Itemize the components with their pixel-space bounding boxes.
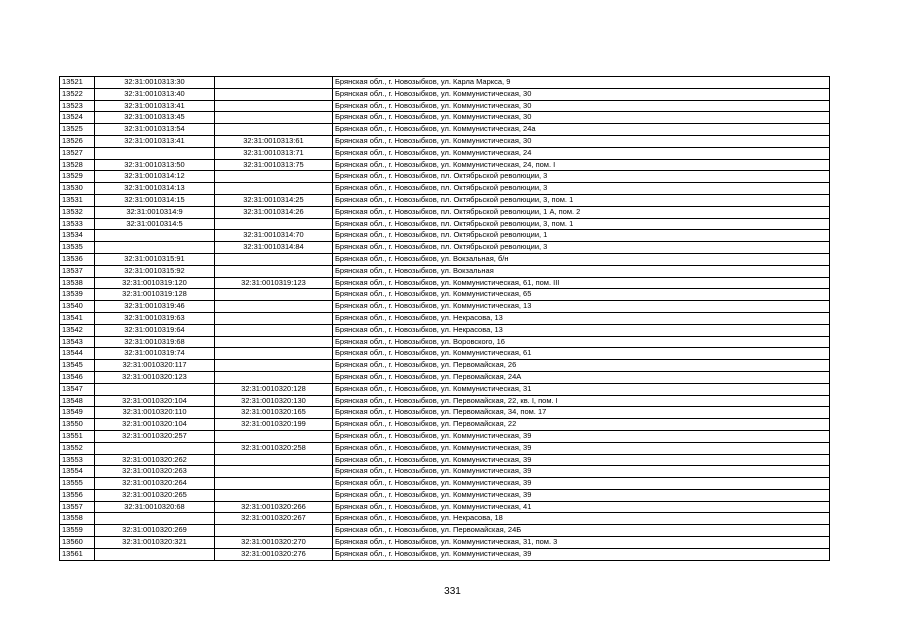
table-row — [60, 230, 830, 242]
cadastral-number-cell: 32:31:0010320:269 — [95, 525, 215, 537]
row-number-cell: 13559 — [60, 525, 95, 537]
cadastral-number-cell: 32:31:0010320:104 — [95, 395, 215, 407]
cadastral-number-cell: 32:31:0010320:68 — [95, 501, 215, 513]
address-cell: Брянская обл., г. Новозыбков, пл. Октябрьской революции, 3 — [333, 183, 830, 195]
cadastral-number-cell — [95, 442, 215, 454]
cadastral-number-cell: 32:31:0010314:9 — [95, 206, 215, 218]
table-row — [60, 360, 830, 372]
cadastral-number-cell: 32:31:0010320:117 — [95, 360, 215, 372]
row-number-cell: 13552 — [60, 442, 95, 454]
related-cadastral-number-cell: 32:31:0010314:25 — [215, 194, 333, 206]
address-cell: Брянская обл., г. Новозыбков, пл. Октябрьской революции, 3, пом. 1 — [333, 194, 830, 206]
table-row — [60, 501, 830, 513]
related-cadastral-number-cell — [215, 218, 333, 230]
registry-table-body — [60, 77, 830, 561]
address-cell: Брянская обл., г. Новозыбков, ул. Первомайская, 22 — [333, 419, 830, 431]
address-cell: Брянская обл., г. Новозыбков, ул. Коммунистическая, 61, пом. III — [333, 277, 830, 289]
table-row — [60, 548, 830, 560]
related-cadastral-number-cell: 32:31:0010313:61 — [215, 135, 333, 147]
row-number-cell: 13547 — [60, 383, 95, 395]
address-cell: Брянская обл., г. Новозыбков, пл. Октябрьской революции, 1 А, пом. 2 — [333, 206, 830, 218]
related-cadastral-number-cell — [215, 360, 333, 372]
related-cadastral-number-cell: 32:31:0010320:165 — [215, 407, 333, 419]
row-number-cell: 13558 — [60, 513, 95, 525]
cadastral-number-cell: 32:31:0010315:91 — [95, 253, 215, 265]
cadastral-number-cell — [95, 383, 215, 395]
address-cell: Брянская обл., г. Новозыбков, ул. Коммунистическая, 65 — [333, 289, 830, 301]
table-row — [60, 525, 830, 537]
table-row — [60, 100, 830, 112]
row-number-cell: 13548 — [60, 395, 95, 407]
table-row — [60, 312, 830, 324]
cadastral-number-cell: 32:31:0010320:104 — [95, 419, 215, 431]
cadastral-number-cell: 32:31:0010319:128 — [95, 289, 215, 301]
related-cadastral-number-cell — [215, 183, 333, 195]
related-cadastral-number-cell: 32:31:0010314:26 — [215, 206, 333, 218]
address-cell: Брянская обл., г. Новозыбков, ул. Некрасова, 13 — [333, 324, 830, 336]
table-row — [60, 430, 830, 442]
cadastral-number-cell: 32:31:0010313:30 — [95, 77, 215, 89]
table-row — [60, 537, 830, 549]
row-number-cell: 13536 — [60, 253, 95, 265]
row-number-cell: 13530 — [60, 183, 95, 195]
table-row — [60, 419, 830, 431]
address-cell: Брянская обл., г. Новозыбков, ул. Коммунистическая, 13 — [333, 301, 830, 313]
address-cell: Брянская обл., г. Новозыбков, ул. Некрасова, 13 — [333, 312, 830, 324]
row-number-cell: 13540 — [60, 301, 95, 313]
table-row — [60, 112, 830, 124]
row-number-cell: 13556 — [60, 489, 95, 501]
cadastral-number-cell — [95, 230, 215, 242]
table-row — [60, 206, 830, 218]
related-cadastral-number-cell — [215, 348, 333, 360]
address-cell: Брянская обл., г. Новозыбков, ул. Коммунистическая, 24а — [333, 124, 830, 136]
row-number-cell: 13528 — [60, 159, 95, 171]
related-cadastral-number-cell: 32:31:0010313:71 — [215, 147, 333, 159]
cadastral-number-cell: 32:31:0010320:264 — [95, 478, 215, 490]
table-row — [60, 124, 830, 136]
table-row — [60, 135, 830, 147]
address-cell: Брянская обл., г. Новозыбков, ул. Коммунистическая, 39 — [333, 478, 830, 490]
table-row — [60, 242, 830, 254]
table-row — [60, 301, 830, 313]
table-row — [60, 88, 830, 100]
table-row — [60, 383, 830, 395]
table-row — [60, 265, 830, 277]
address-cell: Брянская обл., г. Новозыбков, ул. Коммунистическая, 41 — [333, 501, 830, 513]
row-number-cell: 13531 — [60, 194, 95, 206]
related-cadastral-number-cell — [215, 312, 333, 324]
related-cadastral-number-cell — [215, 525, 333, 537]
row-number-cell: 13529 — [60, 171, 95, 183]
related-cadastral-number-cell — [215, 88, 333, 100]
row-number-cell: 13539 — [60, 289, 95, 301]
row-number-cell: 13545 — [60, 360, 95, 372]
row-number-cell: 13523 — [60, 100, 95, 112]
address-cell: Брянская обл., г. Новозыбков, ул. Коммунистическая, 39 — [333, 442, 830, 454]
cadastral-number-cell: 32:31:0010314:15 — [95, 194, 215, 206]
table-row — [60, 348, 830, 360]
row-number-cell: 13532 — [60, 206, 95, 218]
cadastral-number-cell: 32:31:0010315:92 — [95, 265, 215, 277]
address-cell: Брянская обл., г. Новозыбков, ул. Коммунистическая, 30 — [333, 112, 830, 124]
address-cell: Брянская обл., г. Новозыбков, ул. Коммунистическая, 24, пом. I — [333, 159, 830, 171]
address-cell: Брянская обл., г. Новозыбков, ул. Коммунистическая, 30 — [333, 100, 830, 112]
related-cadastral-number-cell: 32:31:0010320:276 — [215, 548, 333, 560]
table-row — [60, 183, 830, 195]
row-number-cell: 13550 — [60, 419, 95, 431]
address-cell: Брянская обл., г. Новозыбков, ул. Первомайская, 26 — [333, 360, 830, 372]
page-number: 331 — [444, 586, 461, 597]
table-row — [60, 513, 830, 525]
table-row — [60, 289, 830, 301]
address-cell: Брянская обл., г. Новозыбков, ул. Коммунистическая, 39 — [333, 548, 830, 560]
registry-table — [59, 76, 830, 561]
related-cadastral-number-cell: 32:31:0010319:123 — [215, 277, 333, 289]
table-row — [60, 466, 830, 478]
table-row — [60, 407, 830, 419]
table-row — [60, 489, 830, 501]
address-cell: Брянская обл., г. Новозыбков, ул. Коммунистическая, 39 — [333, 466, 830, 478]
cadastral-number-cell: 32:31:0010320:257 — [95, 430, 215, 442]
address-cell: Брянская обл., г. Новозыбков, ул. Коммунистическая, 39 — [333, 454, 830, 466]
table-row — [60, 147, 830, 159]
row-number-cell: 13521 — [60, 77, 95, 89]
cadastral-number-cell: 32:31:0010319:68 — [95, 336, 215, 348]
related-cadastral-number-cell — [215, 253, 333, 265]
row-number-cell: 13533 — [60, 218, 95, 230]
address-cell: Брянская обл., г. Новозыбков, ул. Карла Маркса, 9 — [333, 77, 830, 89]
cadastral-number-cell: 32:31:0010313:45 — [95, 112, 215, 124]
related-cadastral-number-cell: 32:31:0010313:75 — [215, 159, 333, 171]
row-number-cell: 13544 — [60, 348, 95, 360]
table-row — [60, 442, 830, 454]
cadastral-number-cell: 32:31:0010319:46 — [95, 301, 215, 313]
related-cadastral-number-cell — [215, 289, 333, 301]
row-number-cell: 13525 — [60, 124, 95, 136]
related-cadastral-number-cell: 32:31:0010314:70 — [215, 230, 333, 242]
row-number-cell: 13557 — [60, 501, 95, 513]
row-number-cell: 13522 — [60, 88, 95, 100]
table-row — [60, 194, 830, 206]
cadastral-number-cell: 32:31:0010314:12 — [95, 171, 215, 183]
row-number-cell: 13554 — [60, 466, 95, 478]
address-cell: Брянская обл., г. Новозыбков, ул. Коммунистическая, 39 — [333, 489, 830, 501]
address-cell: Брянская обл., г. Новозыбков, ул. Первомайская, 22, кв. I, пом. I — [333, 395, 830, 407]
related-cadastral-number-cell — [215, 124, 333, 136]
cadastral-number-cell: 32:31:0010319:64 — [95, 324, 215, 336]
table-row — [60, 454, 830, 466]
cadastral-number-cell: 32:31:0010319:74 — [95, 348, 215, 360]
address-cell: Брянская обл., г. Новозыбков, ул. Коммунистическая, 61 — [333, 348, 830, 360]
related-cadastral-number-cell — [215, 171, 333, 183]
cadastral-number-cell: 32:31:0010320:123 — [95, 371, 215, 383]
row-number-cell: 13560 — [60, 537, 95, 549]
address-cell: Брянская обл., г. Новозыбков, ул. Коммунистическая, 30 — [333, 135, 830, 147]
cadastral-number-cell: 32:31:0010314:13 — [95, 183, 215, 195]
address-cell: Брянская обл., г. Новозыбков, ул. Коммунистическая, 24 — [333, 147, 830, 159]
cadastral-number-cell: 32:31:0010313:40 — [95, 88, 215, 100]
address-cell: Брянская обл., г. Новозыбков, ул. Первомайская, 34, пом. 17 — [333, 407, 830, 419]
related-cadastral-number-cell: 32:31:0010320:270 — [215, 537, 333, 549]
related-cadastral-number-cell — [215, 77, 333, 89]
cadastral-number-cell: 32:31:0010313:41 — [95, 135, 215, 147]
row-number-cell: 13538 — [60, 277, 95, 289]
cadastral-number-cell: 32:31:0010314:5 — [95, 218, 215, 230]
cadastral-number-cell: 32:31:0010320:110 — [95, 407, 215, 419]
cadastral-number-cell: 32:31:0010320:262 — [95, 454, 215, 466]
cadastral-number-cell: 32:31:0010313:54 — [95, 124, 215, 136]
cadastral-number-cell — [95, 548, 215, 560]
row-number-cell: 13549 — [60, 407, 95, 419]
related-cadastral-number-cell — [215, 112, 333, 124]
address-cell: Брянская обл., г. Новозыбков, ул. Коммунистическая, 31, пом. 3 — [333, 537, 830, 549]
related-cadastral-number-cell — [215, 489, 333, 501]
cadastral-number-cell — [95, 242, 215, 254]
cadastral-number-cell: 32:31:0010320:321 — [95, 537, 215, 549]
related-cadastral-number-cell — [215, 336, 333, 348]
table-row — [60, 478, 830, 490]
cadastral-number-cell: 32:31:0010313:41 — [95, 100, 215, 112]
cadastral-number-cell — [95, 513, 215, 525]
address-cell: Брянская обл., г. Новозыбков, ул. Первомайская, 24А — [333, 371, 830, 383]
related-cadastral-number-cell — [215, 454, 333, 466]
row-number-cell: 13553 — [60, 454, 95, 466]
address-cell: Брянская обл., г. Новозыбков, ул. Вокзальная, б/н — [333, 253, 830, 265]
related-cadastral-number-cell — [215, 371, 333, 383]
related-cadastral-number-cell: 32:31:0010320:128 — [215, 383, 333, 395]
row-number-cell: 13526 — [60, 135, 95, 147]
address-cell: Брянская обл., г. Новозыбков, ул. Коммунистическая, 31 — [333, 383, 830, 395]
row-number-cell: 13551 — [60, 430, 95, 442]
row-number-cell: 13534 — [60, 230, 95, 242]
row-number-cell: 13561 — [60, 548, 95, 560]
address-cell: Брянская обл., г. Новозыбков, пл. Октябрьской революции, 1 — [333, 230, 830, 242]
table-row — [60, 324, 830, 336]
related-cadastral-number-cell: 32:31:0010320:130 — [215, 395, 333, 407]
row-number-cell: 13524 — [60, 112, 95, 124]
cadastral-number-cell: 32:31:0010319:120 — [95, 277, 215, 289]
row-number-cell: 13542 — [60, 324, 95, 336]
related-cadastral-number-cell — [215, 265, 333, 277]
row-number-cell: 13555 — [60, 478, 95, 490]
table-row — [60, 159, 830, 171]
table-row — [60, 336, 830, 348]
row-number-cell: 13527 — [60, 147, 95, 159]
address-cell: Брянская обл., г. Новозыбков, пл. Октябрьской революции, 3, пом. 1 — [333, 218, 830, 230]
address-cell: Брянская обл., г. Новозыбков, ул. Первомайская, 24Б — [333, 525, 830, 537]
table-row — [60, 371, 830, 383]
related-cadastral-number-cell: 32:31:0010320:258 — [215, 442, 333, 454]
address-cell: Брянская обл., г. Новозыбков, пл. Октябрьской революции, 3 — [333, 171, 830, 183]
table-row — [60, 171, 830, 183]
address-cell: Брянская обл., г. Новозыбков, ул. Некрасова, 18 — [333, 513, 830, 525]
cadastral-number-cell: 32:31:0010320:265 — [95, 489, 215, 501]
row-number-cell: 13537 — [60, 265, 95, 277]
cadastral-number-cell: 32:31:0010319:63 — [95, 312, 215, 324]
cadastral-number-cell — [95, 147, 215, 159]
address-cell: Брянская обл., г. Новозыбков, ул. Коммунистическая, 30 — [333, 88, 830, 100]
cadastral-number-cell: 32:31:0010320:263 — [95, 466, 215, 478]
address-cell: Брянская обл., г. Новозыбков, пл. Октябрьской революции, 3 — [333, 242, 830, 254]
address-cell: Брянская обл., г. Новозыбков, ул. Коммунистическая, 39 — [333, 430, 830, 442]
row-number-cell: 13546 — [60, 371, 95, 383]
row-number-cell: 13535 — [60, 242, 95, 254]
related-cadastral-number-cell — [215, 478, 333, 490]
related-cadastral-number-cell: 32:31:0010320:199 — [215, 419, 333, 431]
table-row — [60, 77, 830, 89]
related-cadastral-number-cell: 32:31:0010314:84 — [215, 242, 333, 254]
related-cadastral-number-cell — [215, 324, 333, 336]
table-row — [60, 253, 830, 265]
table-row — [60, 218, 830, 230]
related-cadastral-number-cell: 32:31:0010320:267 — [215, 513, 333, 525]
row-number-cell: 13543 — [60, 336, 95, 348]
related-cadastral-number-cell: 32:31:0010320:266 — [215, 501, 333, 513]
address-cell: Брянская обл., г. Новозыбков, ул. Воровского, 16 — [333, 336, 830, 348]
row-number-cell: 13541 — [60, 312, 95, 324]
cadastral-number-cell: 32:31:0010313:50 — [95, 159, 215, 171]
related-cadastral-number-cell — [215, 301, 333, 313]
related-cadastral-number-cell — [215, 466, 333, 478]
table-row — [60, 277, 830, 289]
related-cadastral-number-cell — [215, 100, 333, 112]
address-cell: Брянская обл., г. Новозыбков, ул. Вокзальная — [333, 265, 830, 277]
table-row — [60, 395, 830, 407]
related-cadastral-number-cell — [215, 430, 333, 442]
